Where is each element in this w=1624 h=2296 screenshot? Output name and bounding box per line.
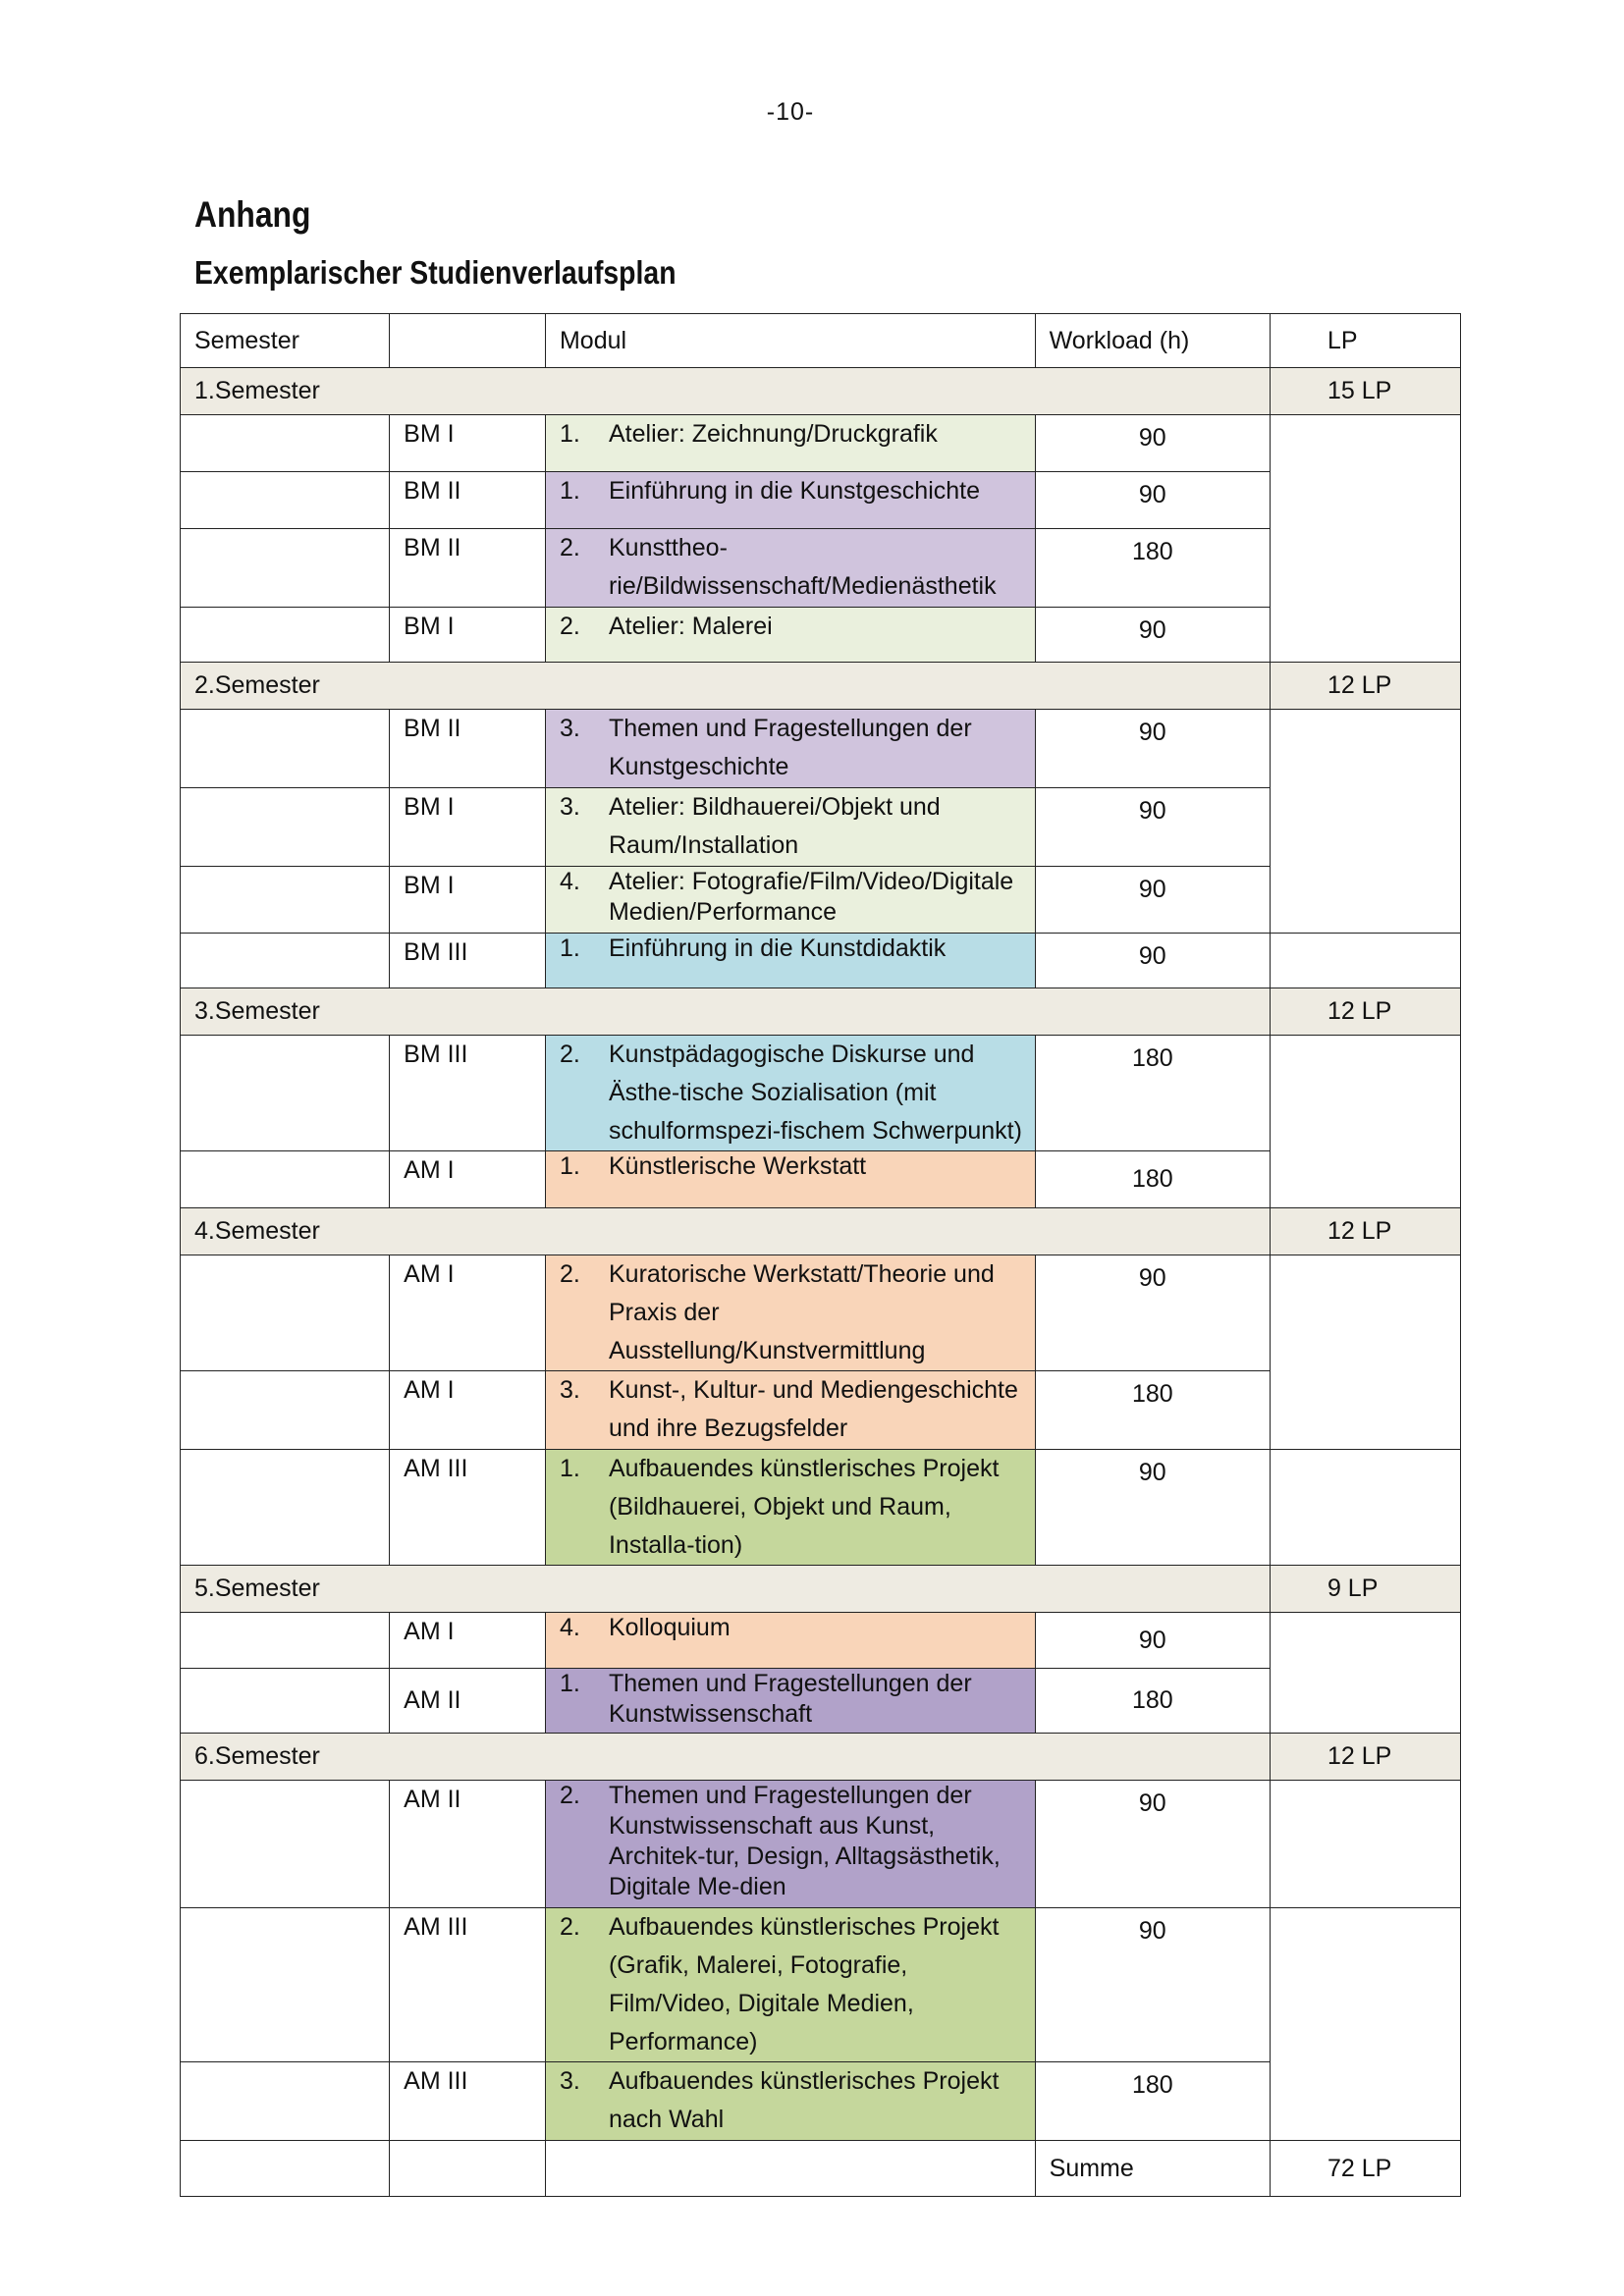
module-number: 2. — [559, 1913, 580, 1941]
module-cell — [545, 2062, 1035, 2141]
lp-cell — [1270, 1036, 1460, 1208]
module-number: 3. — [559, 793, 580, 821]
header-semester: Semester — [181, 314, 390, 368]
module-cell — [545, 1036, 1035, 1151]
module-cell — [545, 1781, 1035, 1908]
table-row — [181, 788, 1461, 867]
module-cell — [545, 1908, 1035, 2062]
module-title: Atelier: Zeichnung/Druckgrafik — [608, 420, 938, 448]
table-row — [181, 1613, 1461, 1669]
semester-row — [181, 1566, 1461, 1613]
semester-row — [181, 663, 1461, 710]
lp-cell — [1270, 934, 1460, 988]
module-code: BM I — [390, 415, 546, 472]
module-number: 3. — [559, 2067, 580, 2095]
table-row — [181, 710, 1461, 788]
semester-row — [181, 1734, 1461, 1781]
module-code: AM III — [390, 1908, 546, 2062]
semester-label: 4.Semester — [181, 1208, 1271, 1255]
module-title: Atelier: Fotografie/Film/Video/Digitale Medien/Performance — [608, 868, 1014, 926]
lp-cell — [1270, 415, 1460, 663]
semester-label: 1.Semester — [181, 368, 1271, 415]
semester-row — [181, 1208, 1461, 1255]
module-number: 2. — [559, 613, 580, 640]
module-number: 1. — [559, 1670, 580, 1697]
module-number: 1. — [559, 1152, 580, 1180]
module-cell — [545, 934, 1035, 988]
table-row — [181, 1669, 1461, 1734]
module-number: 1. — [559, 934, 580, 962]
module-workload: 90 — [1035, 1613, 1270, 1669]
module-title: Aufbauendes künstlerisches Projekt (Grafik, Malerei, Fotografie, Film/Video, Digitale Medien, Performance) — [608, 1913, 1000, 2056]
module-number: 2. — [559, 1782, 580, 1809]
table-row — [181, 1255, 1461, 1371]
semester-lp: 12 LP — [1270, 988, 1460, 1036]
table-header-row — [181, 314, 1461, 368]
module-workload: 180 — [1035, 1669, 1270, 1734]
module-code: AM I — [390, 1151, 546, 1208]
table-row — [181, 1371, 1461, 1450]
semester-lp: 12 LP — [1270, 663, 1460, 710]
page-subheading: Exemplarischer Studienverlaufsplan — [194, 254, 677, 291]
module-workload: 90 — [1035, 788, 1270, 867]
semester-label: 6.Semester — [181, 1734, 1271, 1781]
module-code: BM II — [390, 710, 546, 788]
module-cell — [545, 1371, 1035, 1450]
semester-lp: 15 LP — [1270, 368, 1460, 415]
module-number: 3. — [559, 1376, 580, 1404]
table-row — [181, 934, 1461, 988]
sum-value: 72 LP — [1270, 2141, 1460, 2197]
lp-cell — [1270, 1781, 1460, 1908]
module-title: Atelier: Malerei — [608, 613, 773, 640]
module-cell — [545, 710, 1035, 788]
module-code: AM I — [390, 1613, 546, 1669]
table-row — [181, 1781, 1461, 1908]
table-row — [181, 1450, 1461, 1566]
module-code: AM I — [390, 1255, 546, 1371]
semester-label: 2.Semester — [181, 663, 1271, 710]
module-title: Kuratorische Werkstatt/Theorie und Praxis der Ausstellung/Kunstvermittlung — [608, 1260, 995, 1364]
module-number: 1. — [559, 1455, 580, 1482]
module-workload: 90 — [1035, 867, 1270, 934]
module-title: Aufbauendes künstlerisches Projekt (Bildhauerei, Objekt und Raum, Installa-tion) — [608, 1455, 1000, 1559]
module-number: 2. — [559, 534, 580, 561]
semester-lp: 9 LP — [1270, 1566, 1460, 1613]
table-row — [181, 867, 1461, 934]
module-cell — [545, 1450, 1035, 1566]
module-cell — [545, 1669, 1035, 1734]
module-title: Kolloquium — [608, 1614, 731, 1641]
semester-lp: 12 LP — [1270, 1208, 1460, 1255]
table-row — [181, 1036, 1461, 1151]
table-row — [181, 415, 1461, 472]
module-number: 1. — [559, 477, 580, 505]
header-code — [390, 314, 546, 368]
module-number: 4. — [559, 868, 580, 895]
lp-cell — [1270, 1908, 1460, 2141]
lp-cell — [1270, 1450, 1460, 1566]
module-cell — [545, 472, 1035, 529]
module-number: 1. — [559, 420, 580, 448]
module-code: AM II — [390, 1669, 546, 1734]
table-row — [181, 608, 1461, 663]
study-plan-table — [180, 313, 1461, 2197]
table-row — [181, 529, 1461, 608]
module-workload: 90 — [1035, 1255, 1270, 1371]
module-title: Kunstpädagogische Diskurse und Ästhe-tische Sozialisation (mit schulformspezi-fischem Schwerpunkt) — [608, 1041, 1022, 1145]
module-workload: 180 — [1035, 1371, 1270, 1450]
module-workload: 180 — [1035, 529, 1270, 608]
module-title: Einführung in die Kunstdidaktik — [608, 934, 947, 962]
semester-row — [181, 988, 1461, 1036]
module-title: Künstlerische Werkstatt — [608, 1152, 867, 1180]
module-code: AM II — [390, 1781, 546, 1908]
module-title: Themen und Fragestellungen der Kunstwissenschaft — [608, 1670, 972, 1728]
module-workload: 90 — [1035, 415, 1270, 472]
header-module: Modul — [545, 314, 1035, 368]
module-title: Einführung in die Kunstgeschichte — [608, 477, 981, 505]
module-code: BM I — [390, 608, 546, 663]
module-workload: 90 — [1035, 608, 1270, 663]
table-row — [181, 2062, 1461, 2141]
module-cell — [545, 1255, 1035, 1371]
module-cell — [545, 1151, 1035, 1208]
header-workload: Workload (h) — [1035, 314, 1270, 368]
module-title: Kunsttheo-rie/Bildwissenschaft/Medienästhetik — [608, 534, 997, 600]
module-workload: 180 — [1035, 1036, 1270, 1151]
semester-label: 3.Semester — [181, 988, 1271, 1036]
module-cell — [545, 788, 1035, 867]
module-title: Atelier: Bildhauerei/Objekt und Raum/Installation — [608, 793, 941, 859]
semester-lp: 12 LP — [1270, 1734, 1460, 1781]
table-row — [181, 472, 1461, 529]
semester-row — [181, 368, 1461, 415]
module-code: BM II — [390, 529, 546, 608]
module-cell — [545, 608, 1035, 663]
module-number: 3. — [559, 715, 580, 742]
module-title: Themen und Fragestellungen der Kunstgeschichte — [608, 715, 972, 780]
module-workload: 90 — [1035, 1781, 1270, 1908]
table-row — [181, 1151, 1461, 1208]
module-number: 2. — [559, 1260, 580, 1288]
page-heading: Anhang — [194, 194, 311, 235]
module-workload: 90 — [1035, 472, 1270, 529]
sum-label: Summe — [1035, 2141, 1270, 2197]
module-workload: 180 — [1035, 2062, 1270, 2141]
module-code: BM I — [390, 788, 546, 867]
module-code: AM III — [390, 2062, 546, 2141]
module-code: BM I — [390, 867, 546, 934]
lp-cell — [1270, 1613, 1460, 1734]
module-workload: 90 — [1035, 710, 1270, 788]
module-workload: 90 — [1035, 1450, 1270, 1566]
page-number: -10- — [766, 98, 815, 126]
sum-row — [181, 2141, 1461, 2197]
module-workload: 180 — [1035, 1151, 1270, 1208]
module-number: 4. — [559, 1614, 580, 1641]
module-number: 2. — [559, 1041, 580, 1068]
semester-label: 5.Semester — [181, 1566, 1271, 1613]
module-code: AM III — [390, 1450, 546, 1566]
lp-cell — [1270, 1255, 1460, 1450]
module-cell — [545, 1613, 1035, 1669]
module-workload: 90 — [1035, 934, 1270, 988]
module-code: BM II — [390, 472, 546, 529]
module-workload: 90 — [1035, 1908, 1270, 2062]
lp-cell — [1270, 710, 1460, 934]
module-title: Themen und Fragestellungen der Kunstwissenschaft aus Kunst, Architek-tur, Design, Alltagsästhetik, Digitale Me-dien — [608, 1782, 1001, 1900]
table-row — [181, 1908, 1461, 2062]
module-code: BM III — [390, 934, 546, 988]
module-cell — [545, 415, 1035, 472]
header-lp: LP — [1270, 314, 1460, 368]
module-code: BM III — [390, 1036, 546, 1151]
module-title: Kunst-, Kultur- und Mediengeschichte und ihre Bezugsfelder — [608, 1376, 1018, 1442]
module-cell — [545, 529, 1035, 608]
module-title: Aufbauendes künstlerisches Projekt nach Wahl — [608, 2067, 1000, 2133]
module-code: AM I — [390, 1371, 546, 1450]
module-cell — [545, 867, 1035, 934]
